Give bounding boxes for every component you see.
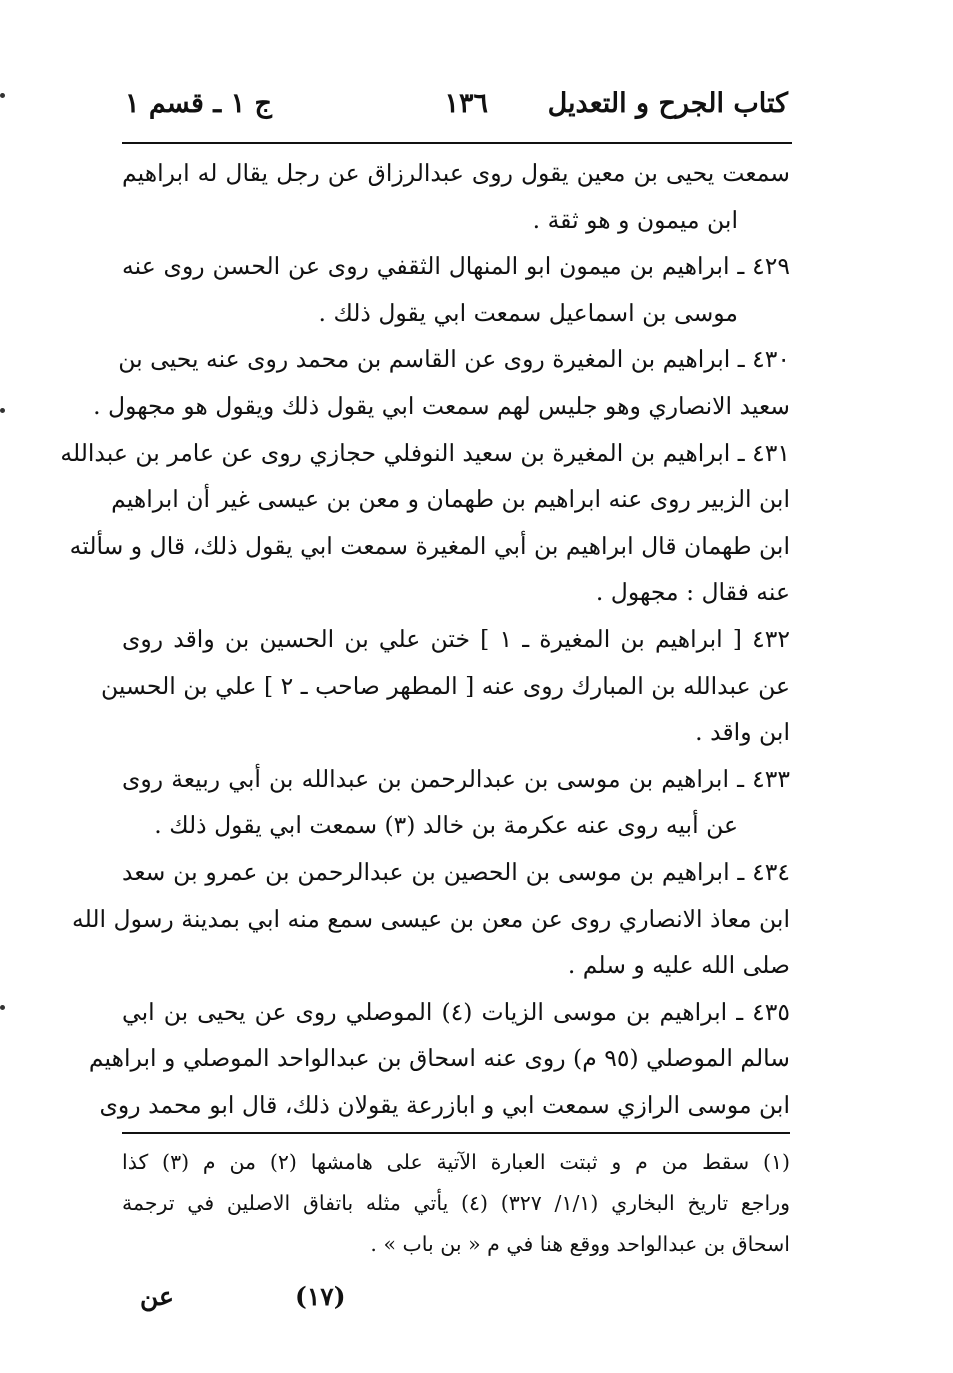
body-text (60, 150, 790, 1128)
text-line: ابن معاذ الانصاري روى عن معن بن عيسى سمع منه ابي بمدينة رسول الله (71, 904, 790, 933)
text-line: ابن الزبير روى عنه ابراهيم بن طهمان و معن بن عيسى غير أن ابراهيم (111, 485, 790, 514)
text-line: صلى الله عليه و سلم . (567, 951, 790, 980)
footnote-line: (١) سقط من م و ثبتت العبارة الآتية على هامشها (٢) من م (٣) كذا (122, 1150, 790, 1174)
book-title: كتاب الجرح و التعديل (547, 88, 788, 119)
text-line: ابن واقد . (695, 718, 790, 747)
page-footer (140, 1282, 390, 1322)
text-line: عنه فقال : مجهول . (595, 578, 790, 607)
page-number: ١٣٦ (444, 88, 488, 119)
entry-434: ٤٣٤ ـ ابراهيم بن موسى بن الحصين بن عبدالرحمن بن عمرو بن سعد (122, 857, 790, 886)
entry-430: ٤٣٠ ـ ابراهيم بن المغيرة روى عن القاسم بن محمد روى عنه يحيى بن (118, 345, 790, 374)
scan-speck (0, 1005, 5, 1010)
entry-432: ٤٣٢ [ ابراهيم بن المغيرة ـ ١ ] ختن علي بن الحسين بن واقد روى (122, 624, 790, 653)
scan-speck (0, 408, 5, 413)
text-line: ابن طهمان قال ابراهيم بن أبي المغيرة سمعت ابي يقول ذلك، قال و سألته (69, 531, 790, 560)
text-line: عن أبيه روى عنه عكرمة بن خالد (٣) سمعت ابي يقول ذلك . (154, 811, 738, 840)
footnote-line: وراجع تاريخ البخاري (١/١/ ٣٢٧) (٤) يأتي مثله باتفاق الاصلين في ترجمة (122, 1191, 790, 1215)
text-line: ابن موسى الرازي سمعت ابي و ابازرعة يقولان ذلك، قال ابو محمد روى (99, 1090, 790, 1119)
entry-429: ٤٢٩ ـ ابراهيم بن ميمون ابو المنهال الثقفي روى عن الحسن روى عنه (122, 252, 790, 281)
header-rule (122, 142, 792, 144)
text-line: موسى بن اسماعيل سمعت ابي يقول ذلك . (318, 298, 738, 327)
entry-435: ٤٣٥ ـ ابراهيم بن موسى الزيات (٤) الموصلي روى عن يحيى بن ابي (122, 997, 790, 1026)
text-line: ابن ميمون و هو ثقة . (532, 205, 738, 234)
volume-part: ج ١ ـ قسم ١ (125, 88, 272, 119)
text-line: سعيد الانصاري وهو جليس لهم سمعت ابي يقول ذلك ويقول هو مجهول . (93, 391, 790, 420)
text-line: سمعت يحيى بن معين يقول روى عبدالرزاق عن رجل يقال له ابراهيم (122, 159, 790, 187)
scan-speck (0, 93, 5, 98)
entry-433: ٤٣٣ ـ ابراهيم بن موسى بن عبدالرحمن بن عبدالله بن أبي ربيعة روى (122, 764, 790, 793)
text-line: عن عبدالله بن المبارك روى عنه [ المطهر صاحب ـ ٢ ] علي بن الحسين (100, 671, 790, 700)
footnotes (122, 1142, 790, 1265)
catchword: عن (140, 1282, 174, 1311)
footnote-rule (122, 1132, 790, 1134)
entry-431: ٤٣١ ـ ابراهيم بن المغيرة بن سعيد النوفلي حجازي روى عن عامر بن عبدالله (60, 438, 790, 467)
page-header (125, 88, 788, 132)
text-line: سالم الموصلي (٩٥ م) روى عنه اسحاق بن عبدالواحد الموصلي و ابراهيم (88, 1044, 790, 1073)
footnote-line: اسحاق بن عبدالواحد ووقع هنا في م « بن باب » . (370, 1232, 790, 1256)
signature-mark: (١٧) (295, 1282, 346, 1311)
